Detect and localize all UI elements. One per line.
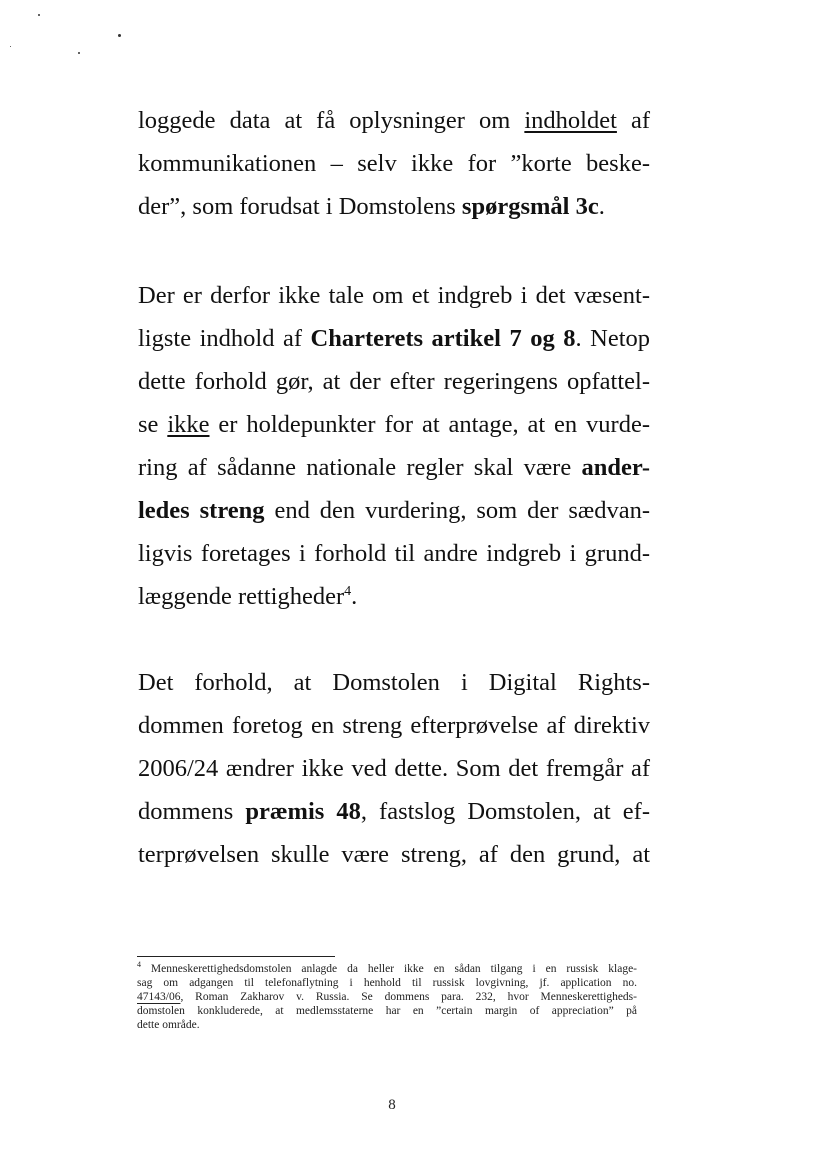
- text-run: dommens: [138, 798, 246, 825]
- text-run: se: [138, 411, 168, 438]
- text-line: ligvis foretages i forhold til andre indgreb i grund-: [138, 540, 650, 567]
- footnote-line: [137, 990, 637, 1004]
- text-run: , fastslog Domstolen, at ef-: [360, 798, 650, 825]
- text-line: [138, 317, 650, 360]
- text-line: [138, 790, 650, 833]
- text-run: loggede data at få oplysninger om: [138, 107, 525, 134]
- footnote: [137, 962, 637, 1032]
- footnote-divider: [137, 956, 335, 957]
- scan-speck: [78, 52, 80, 54]
- text-run: ligste indhold af: [138, 325, 311, 352]
- footnote-marker: 4: [137, 960, 141, 970]
- text-run: Menneskerettighedsdomstolen anlagde da heller ikke en sådan tilgang i en russisk klage-: [141, 963, 637, 975]
- footnote-reference[interactable]: 4: [344, 583, 352, 599]
- paragraph-1: [138, 99, 650, 228]
- text-line: terprøvelsen skulle være streng, af den grund, at: [138, 841, 650, 868]
- text-run: ring af sådanne nationale regler skal være: [138, 454, 582, 481]
- text-line: dommen foretog en streng efterprøvelse af direktiv: [138, 712, 650, 739]
- text-run: , Roman Zakharov v. Russia. Se dommens para. 232, hvor Menneskerettigheds-: [180, 991, 637, 1003]
- text-line: [138, 446, 650, 489]
- text-run: .: [598, 193, 605, 220]
- text-line: [138, 489, 650, 532]
- underlined-text: ikke: [167, 411, 210, 438]
- footnote-line: sag om adgangen til telefonaflytning i henhold til russisk lovgivning, jf. application no.: [137, 977, 637, 989]
- page-number: 8: [388, 1097, 396, 1113]
- scan-speck: [118, 34, 121, 37]
- text-run: der”, som forudsat i Domstolens: [138, 193, 462, 220]
- text-line: [138, 185, 650, 228]
- text-line: [138, 99, 650, 142]
- application-number-link[interactable]: 47143/06: [137, 991, 181, 1003]
- text-line: [138, 403, 650, 446]
- text-line: kommunikationen – selv ikke for ”korte beske-: [138, 150, 650, 177]
- text-line: Der er derfor ikke tale om et indgreb i det væsent-: [138, 282, 650, 309]
- text-run: end den vurdering, som der sædvan-: [264, 497, 651, 524]
- bold-reference: Charterets artikel 7 og 8: [310, 325, 576, 352]
- bold-reference: spørgsmål 3c: [461, 193, 599, 220]
- scan-speck: [38, 14, 40, 16]
- footnote-line: dette område.: [137, 1019, 200, 1031]
- text-run: . Netop: [575, 325, 651, 352]
- text-line: dette forhold gør, at der efter regeringens opfattel-: [138, 368, 650, 395]
- text-line: 2006/24 ændrer ikke ved dette. Som det fremgår af: [138, 755, 650, 782]
- paragraph-2: [138, 274, 650, 618]
- bold-text: ander-: [581, 454, 650, 481]
- text-line: [138, 575, 650, 618]
- text-run: læggende rettigheder: [138, 583, 345, 610]
- bold-reference: præmis 48: [245, 798, 361, 825]
- text-run: af: [616, 107, 650, 134]
- text-run: er holdepunkter for at antage, at en vurde-: [209, 411, 650, 438]
- underlined-text: indholdet: [524, 107, 617, 134]
- text-line: Det forhold, at Domstolen i Digital Rights-: [138, 669, 650, 696]
- footnote-line: [137, 962, 637, 976]
- scan-speck: [10, 46, 11, 47]
- paragraph-3: [138, 661, 650, 876]
- footnote-line: domstolen konkluderede, at medlemsstaterne har en ”certain margin of appreciation” på: [137, 1005, 637, 1017]
- text-run: .: [351, 583, 358, 610]
- bold-text: ledes streng: [138, 497, 265, 524]
